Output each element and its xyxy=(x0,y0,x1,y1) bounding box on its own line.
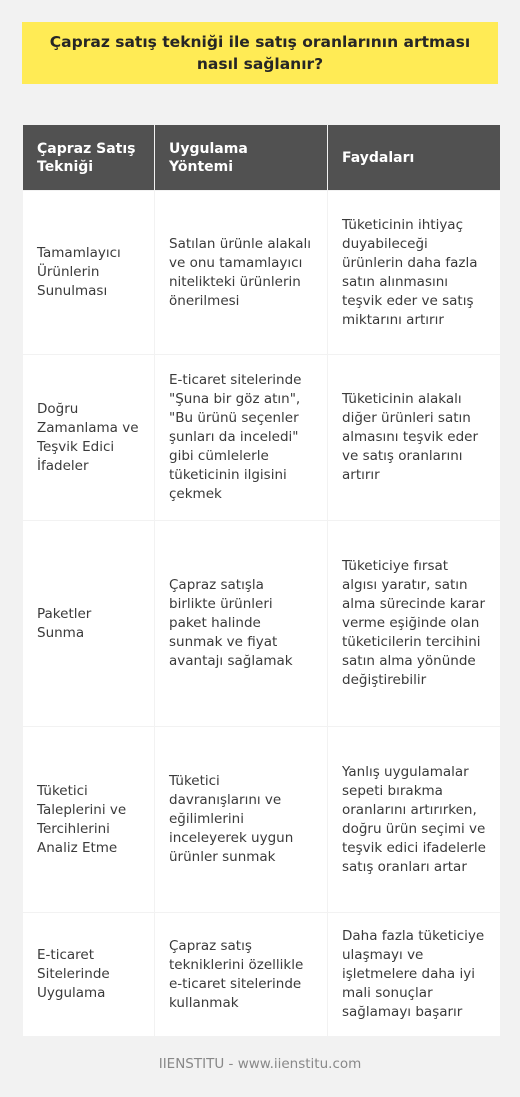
cell-method: Tüketici davranışlarını ve eğilimlerini inceleyerek uygun ürünler sunmak xyxy=(155,727,328,913)
table-row xyxy=(23,727,501,913)
cell-method: Çapraz satış tekniklerini özellikle e-ticaret sitelerinde kullanmak xyxy=(155,913,328,1037)
header-benefits: Faydaları xyxy=(328,125,501,191)
cell-method: Satılan ürünle alakalı ve onu tamamlayıcı nitelikteki ürünlerin önerilmesi xyxy=(155,191,328,355)
cross-selling-table xyxy=(22,124,501,1037)
cell-technique: E-ticaret Sitelerinde Uygulama xyxy=(23,913,155,1037)
cell-technique: Paketler Sunma xyxy=(23,521,155,727)
footer-credit: IIENSTITU - www.iienstitu.com xyxy=(158,1056,362,1072)
cell-benefits: Yanlış uygulamalar sepeti bırakma oranlarını artırırken, doğru ürün seçimi ve teşvik edici ifadelerle satış oranları artar xyxy=(328,727,501,913)
cell-method: Çapraz satışla birlikte ürünleri paket halinde sunmak ve fiyat avantajı sağlamak xyxy=(155,521,328,727)
cell-benefits: Daha fazla tüketiciye ulaşmayı ve işletmelere daha iyi mali sonuçlar sağlamayı başarır xyxy=(328,913,501,1037)
table-row xyxy=(23,913,501,1037)
cell-technique: Tamamlayıcı Ürünlerin Sunulması xyxy=(23,191,155,355)
table-row xyxy=(23,355,501,521)
table-header-row xyxy=(23,125,501,191)
table-row xyxy=(23,521,501,727)
page-title: Çapraz satış tekniği ile satış oranlarının artması nasıl sağlanır? xyxy=(49,33,471,73)
cell-method: E-ticaret sitelerinde "Şuna bir göz atın", "Bu ürünü seçenler şunları da inceledi" gibi cümlelerle tüketicinin ilgisini çekmek xyxy=(155,355,328,521)
cell-benefits: Tüketicinin alakalı diğer ürünleri satın almasını teşvik eder ve satış oranlarını artırır xyxy=(328,355,501,521)
cell-technique: Tüketici Taleplerini ve Tercihlerini Analiz Etme xyxy=(23,727,155,913)
header-technique: Çapraz Satış Tekniği xyxy=(23,125,155,191)
cell-benefits: Tüketiciye fırsat algısı yaratır, satın alma sürecinde karar verme eşiğinde olan tüketicilerin tercihini satın alma yönünde değiştirebilir xyxy=(328,521,501,727)
title-banner xyxy=(22,22,498,84)
table-row xyxy=(23,191,501,355)
header-method: Uygulama Yöntemi xyxy=(155,125,328,191)
cell-benefits: Tüketicinin ihtiyaç duyabileceği ürünlerin daha fazla satın alınmasını teşvik eder ve satış miktarını artırır xyxy=(328,191,501,355)
cell-technique: Doğru Zamanlama ve Teşvik Edici İfadeler xyxy=(23,355,155,521)
